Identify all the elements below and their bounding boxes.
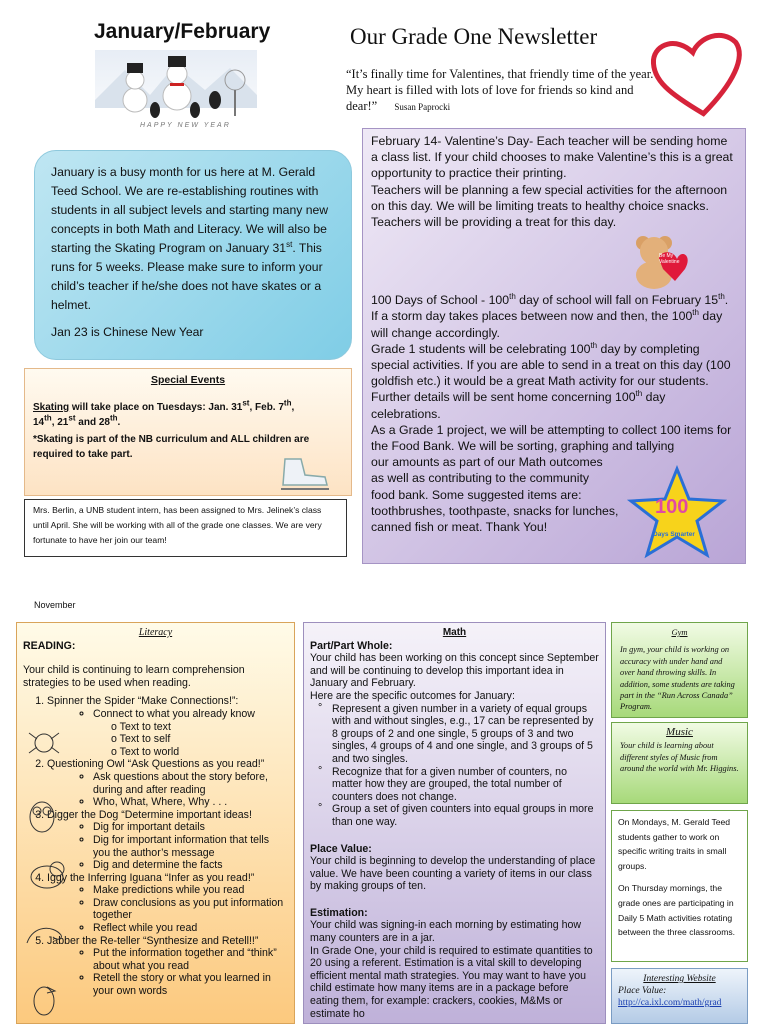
skating-line [33, 400, 343, 430]
star-number: 100 [655, 496, 689, 518]
valentine-bear-icon [619, 225, 693, 289]
text: will take place on Tuesdays: Jan. 31 [69, 402, 243, 413]
literacy-section [16, 622, 295, 1024]
text: day of school will fall on February 15 [515, 293, 719, 308]
math-p4: Your child was signing-in each morning by estimating how many counters are in a jar. [310, 919, 582, 945]
list-item: ◦ Who, What, Where, Why . . . [93, 796, 288, 809]
project-line-4: food bank. Some suggested items are: [371, 487, 582, 502]
sup: th [718, 292, 725, 302]
sup: th [509, 292, 516, 302]
bear-label: Be My Valentine [659, 253, 680, 265]
text: Text to world [119, 745, 180, 758]
website-label: Place Value: [618, 986, 667, 996]
hundred-days-paragraph [371, 292, 737, 341]
list-item: ◦ Retell the story or what you learned in your own words [93, 972, 288, 997]
list-item [47, 695, 288, 758]
list-item: ◦ Put the information together and “think” about what you read [93, 947, 288, 972]
text: , Feb. 7 [249, 402, 284, 413]
math-heading-estimation: Estimation: [310, 906, 368, 919]
skate-icon [277, 455, 333, 493]
parrot-icon [27, 979, 61, 1019]
text: and 28 [75, 417, 110, 428]
sup: st [286, 239, 293, 249]
iguana-icon [23, 919, 67, 949]
writing-box [611, 810, 748, 962]
text: . [117, 417, 121, 428]
text: day will change accordingly. [371, 309, 723, 340]
website-box [611, 968, 748, 1024]
list-item: o Text to world [111, 745, 180, 758]
text: 100 Days of School - 100 [371, 293, 510, 308]
snowman-picture [95, 50, 257, 136]
project-line-3: as well as contributing to the community [371, 471, 590, 486]
list-item: ◦ Connect to what you already know [93, 708, 288, 721]
chinese-new-year: Jan 23 is Chinese New Year [51, 325, 204, 339]
music-box [611, 722, 748, 804]
valentine-quote [346, 66, 666, 115]
music-title: Music [666, 726, 693, 738]
list-item [47, 809, 288, 872]
sup: st [68, 413, 76, 423]
grade1-paragraph [371, 341, 737, 422]
website-link[interactable]: http://ca.ixl.com/math/grad [618, 998, 722, 1008]
sup: st [242, 398, 250, 408]
text: Text to text [119, 720, 171, 733]
sup: th [590, 340, 598, 350]
list-item: ◦ Draw conclusions as you put information together [93, 897, 288, 922]
strategy-label: Iggy the Inferring Iguana “Infer as you read!” [47, 871, 255, 884]
sup: th [44, 413, 52, 423]
list-item: ◦ Make predictions while you read [93, 884, 288, 897]
sub-list [47, 821, 288, 871]
math-heading-part-whole: Part/Part Whole: [310, 639, 393, 652]
text: 14 [33, 417, 45, 428]
gym-text: In gym, your child is working on accuracy with under hand and over hand throwing skills. In addition, some students are taking part in the “Run Across Canada” Program. [620, 645, 735, 712]
sup: th [692, 308, 699, 318]
math-p3: Your child is beginning to develop the understanding of place value. We have been counting a variety of items in our class by making groups of ten. [310, 855, 596, 893]
list-item: o Text to text [111, 720, 171, 733]
writing-p2: On Thursday mornings, the grade ones are participating in Daily 5 Math activities rotating between the three classrooms. [618, 883, 736, 938]
valentine-p2: Teachers will be planning a few special activities for the afternoon on this day. We will be limiting treats to healthy choice snacks. Teachers will be providing a treat for this day. [371, 182, 728, 230]
writing-p1: On Mondays, M. Gerald Teed students gather to work on specific writing traits in small groups. [618, 817, 731, 871]
reading-heading: READING: [23, 639, 76, 652]
text: day celebrations. [371, 390, 666, 421]
subsub-list [47, 721, 288, 759]
math-p1: Your child has been working on this concept since September and will be continuing to develop this important idea in January and February. [310, 652, 599, 690]
special-events-box [24, 368, 352, 496]
literacy-title: Literacy [138, 627, 173, 638]
spider-icon [25, 723, 63, 761]
strategy-label: Questioning Owl “Ask Questions as you read!” [47, 758, 265, 771]
heart-icon [648, 30, 748, 120]
list-item: ° Recognize that for a given number of counters, no matter how they are grouped, the total number of counters does not change. [322, 766, 599, 804]
list-item: ° Represent a given number in a variety of equal groups with and without singles, e.g., 17 can be represented by 8 groups of 2 and one single, 5 groups of 3 and two singles, 4 groups of 4 and one single, and 3 groups of 5 and two singles. [322, 703, 599, 766]
november-label: November [34, 600, 76, 610]
dog-icon [25, 857, 69, 891]
strategy-label: Digger the Dog “Determine important ideas! [47, 808, 252, 821]
list-item: ◦ Reflect while you read [93, 922, 288, 935]
text: day by completing special activities. If you are able to send in a treat on this day (100 goldfish etc.) it would be a great Math activity for our students. Further details will be sent home concerning 100 [371, 341, 731, 405]
newsletter-title: Our Grade One Newsletter [350, 24, 598, 49]
project-line-1: As a Grade 1 project, we will be attempting to collect 100 items for the Food Bank. We will be sorting, graphing and tallying [371, 422, 732, 454]
gym-title: Gym [671, 627, 688, 637]
project-line-2: our amounts as part of our Math outcomes [371, 455, 603, 470]
list-item: ◦ Dig and determine the facts [93, 859, 288, 872]
intern-note: Mrs. Berlin, a UNB student intern, has been assigned to Mrs. Jelinek’s class until April. She will be working with all of the grade one classes. We are very fortunate to have her join our team! [24, 499, 347, 557]
january-paragraph [51, 163, 337, 315]
sub-list [47, 708, 288, 721]
sub-list [47, 884, 288, 934]
sup: th [109, 413, 118, 423]
outcome-list [310, 703, 599, 829]
list-item [47, 758, 288, 808]
list-item: ◦ Ask questions about the story before, during and after reading [93, 771, 288, 796]
strategy-label: Jabber the Re-teller “Synthesize and Retell!!” [47, 934, 259, 947]
january-info-box [34, 150, 352, 360]
hundred-star-icon [625, 465, 729, 561]
skating-note: *Skating is part of the NB curriculum and ALL children are required to take part. [33, 434, 310, 460]
text: Grade 1 students will be celebrating 100 [371, 341, 591, 356]
math-heading-place-value: Place Value: [310, 842, 372, 855]
math-p5: In Grade One, your child is required to estimate quantities to 20 using a referent. Estimation is a vital skill to developing efficient mental math strategies. You may want to have you child estimate how many items are in a package before eating them, for example: crackers, cookies, M&Ms or estimate ho [310, 944, 593, 1020]
january-text: January is a busy month for us here at M. Gerald Teed School. We are re-establishing routines with students in all subject levels and starting many new concepts in both Math and Literacy. We will also be starting the Skating Program on January 31 [51, 165, 329, 255]
list-item: ◦ Dig for important information that tells you the author’s message [93, 834, 288, 859]
gym-box [611, 622, 748, 718]
text: , [291, 402, 295, 413]
list-item: o Text to self [111, 733, 171, 746]
skating-word: Skating [33, 402, 70, 413]
january-text-end: . This runs for 5 weeks. Please make sure to inform your child’s teacher if he/she does not have skates or a helmet. [51, 241, 323, 312]
website-title: Interesting Website [643, 974, 716, 984]
music-text: Your child is learning about different styles of Music from around the world with Mr. Higgins. [620, 741, 739, 774]
owl-icon [25, 795, 59, 835]
valentine-box [362, 128, 746, 564]
sub-list [47, 947, 288, 997]
special-events-title: Special Events [150, 374, 226, 386]
text: , 21 [51, 417, 69, 428]
list-item: ° Group a set of given counters into equal groups in more than one way. [322, 803, 599, 828]
strategy-label: Spinner the Spider “Make Connections!”: [47, 695, 239, 708]
month-title: January/February [94, 20, 271, 43]
project-line-6: canned fish or meat. Thank You! [371, 520, 548, 535]
sup: th [283, 398, 292, 408]
literacy-intro: Your child is continuing to learn comprehension strategies to be used when reading. [23, 664, 245, 689]
math-p2: Here are the specific outcomes for January: [310, 689, 515, 702]
star-caption: Days Smarter [653, 531, 695, 538]
text: . If a storm day takes places between now and then, the 100 [371, 293, 729, 324]
list-item [47, 872, 288, 935]
math-section [303, 622, 606, 1024]
list-item [47, 935, 288, 998]
valentine-p1: February 14- Valentine’s Day- Each teacher will be sending home a class list. If your child chooses to make Valentine’s this is a great opportunity to practice their printing. [371, 134, 733, 181]
project-line-5: toothbrushes, toothpaste, snacks for lunches, [371, 503, 619, 518]
sup: th [635, 389, 643, 399]
sub-list [47, 771, 288, 809]
list-item: ◦ Dig for important details [93, 821, 288, 834]
math-title: Math [442, 627, 467, 638]
quote-text: “It’s finally time for Valentines, that friendly time of the year. My heart is filled with lots of love for friends so kind and dear!” [346, 67, 654, 113]
quote-author: Susan Paprocki [394, 102, 451, 112]
snow-caption: HAPPY NEW YEAR [140, 122, 231, 129]
text: Text to self [119, 733, 171, 746]
